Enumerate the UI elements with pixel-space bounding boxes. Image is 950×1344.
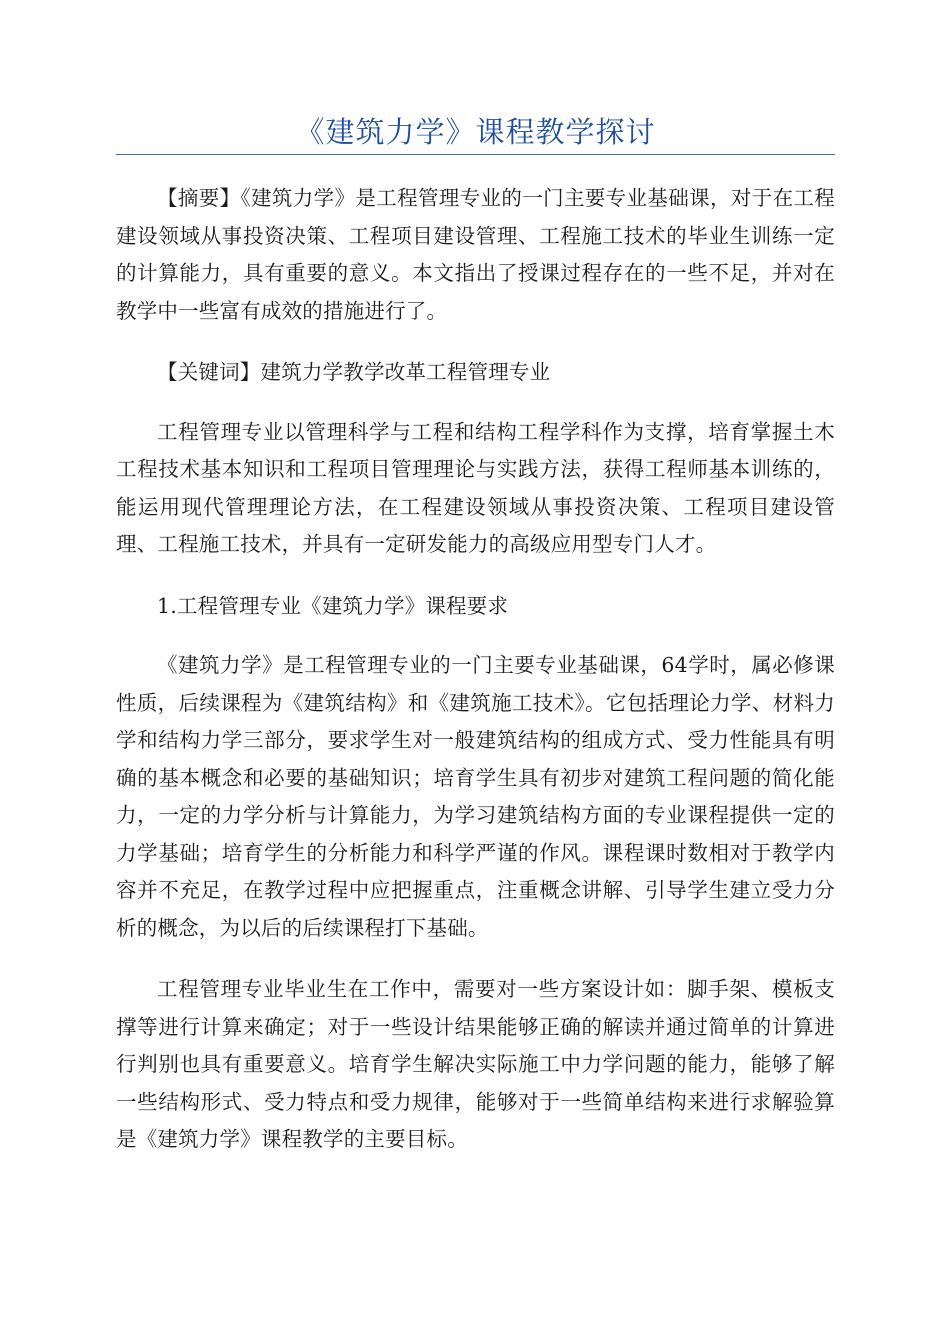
body-paragraph: 《建筑力学》是工程管理专业的一门主要专业基础课，64学时，属必修课性质，后续课程为《建筑结构》和《建筑施工技术》。它包括理论力学、材料力学和结构力学三部分，要求学生对一般建筑结构的组成方式、受力性能具有明确的基本概念和必要的基础知识；培育学生具有初步对建筑工程问题的简化能力，一定的力学分析与计算能力，为学习建筑结构方面的专业课程提供一定的力学基础；培育学生的分析能力和科学严谨的作风。课程课时数相对于教学内容并不充足，在教学过程中应把握重点，注重概念讲解、引导学生建立受力分析的概念，为以后的后续课程打下基础。 (116, 653, 835, 940)
keywords-paragraph: 【关键词】建筑力学教学改革工程管理专业 (157, 360, 551, 384)
abstract-paragraph: 【摘要】《建筑力学》是工程管理专业的一门主要专业基础课，对于在工程建设领域从事投资决策、工程项目建设管理、工程施工技术的毕业生训练一定的计算能力，具有重要的意义。本文指出了授课过程存在的一些不足，并对在教学中一些富有成效的措施进行了。 (116, 186, 835, 323)
document-title: 《建筑力学》课程教学探讨 (295, 115, 656, 149)
section-heading: 1.工程管理专业《建筑力学》课程要求 (157, 593, 509, 618)
body-paragraph: 工程管理专业以管理科学与工程和结构工程学科作为支撑，培育掌握土木工程技术基本知识和工程项目管理理论与实践方法，获得工程师基本训练的，能运用现代管理理论方法，在工程建设领域从事投资决策、工程项目建设管理、工程施工技术，并具有一定研发能力的高级应用型专门人才。 (116, 419, 835, 556)
body-paragraph: 工程管理专业毕业生在工作中，需要对一些方案设计如：脚手架、模板支撑等进行计算来确定；对于一些设计结果能够正确的解读并通过简单的计算进行判别也具有重要意义。培育学生解决实际施工中力学问题的能力，能够了解一些结构形式、受力特点和受力规律，能够对于一些简单结构来进行求解验算是《建筑力学》课程教学的主要目标。 (116, 977, 835, 1151)
document-body (116, 180, 835, 1183)
title-underline (116, 154, 835, 155)
